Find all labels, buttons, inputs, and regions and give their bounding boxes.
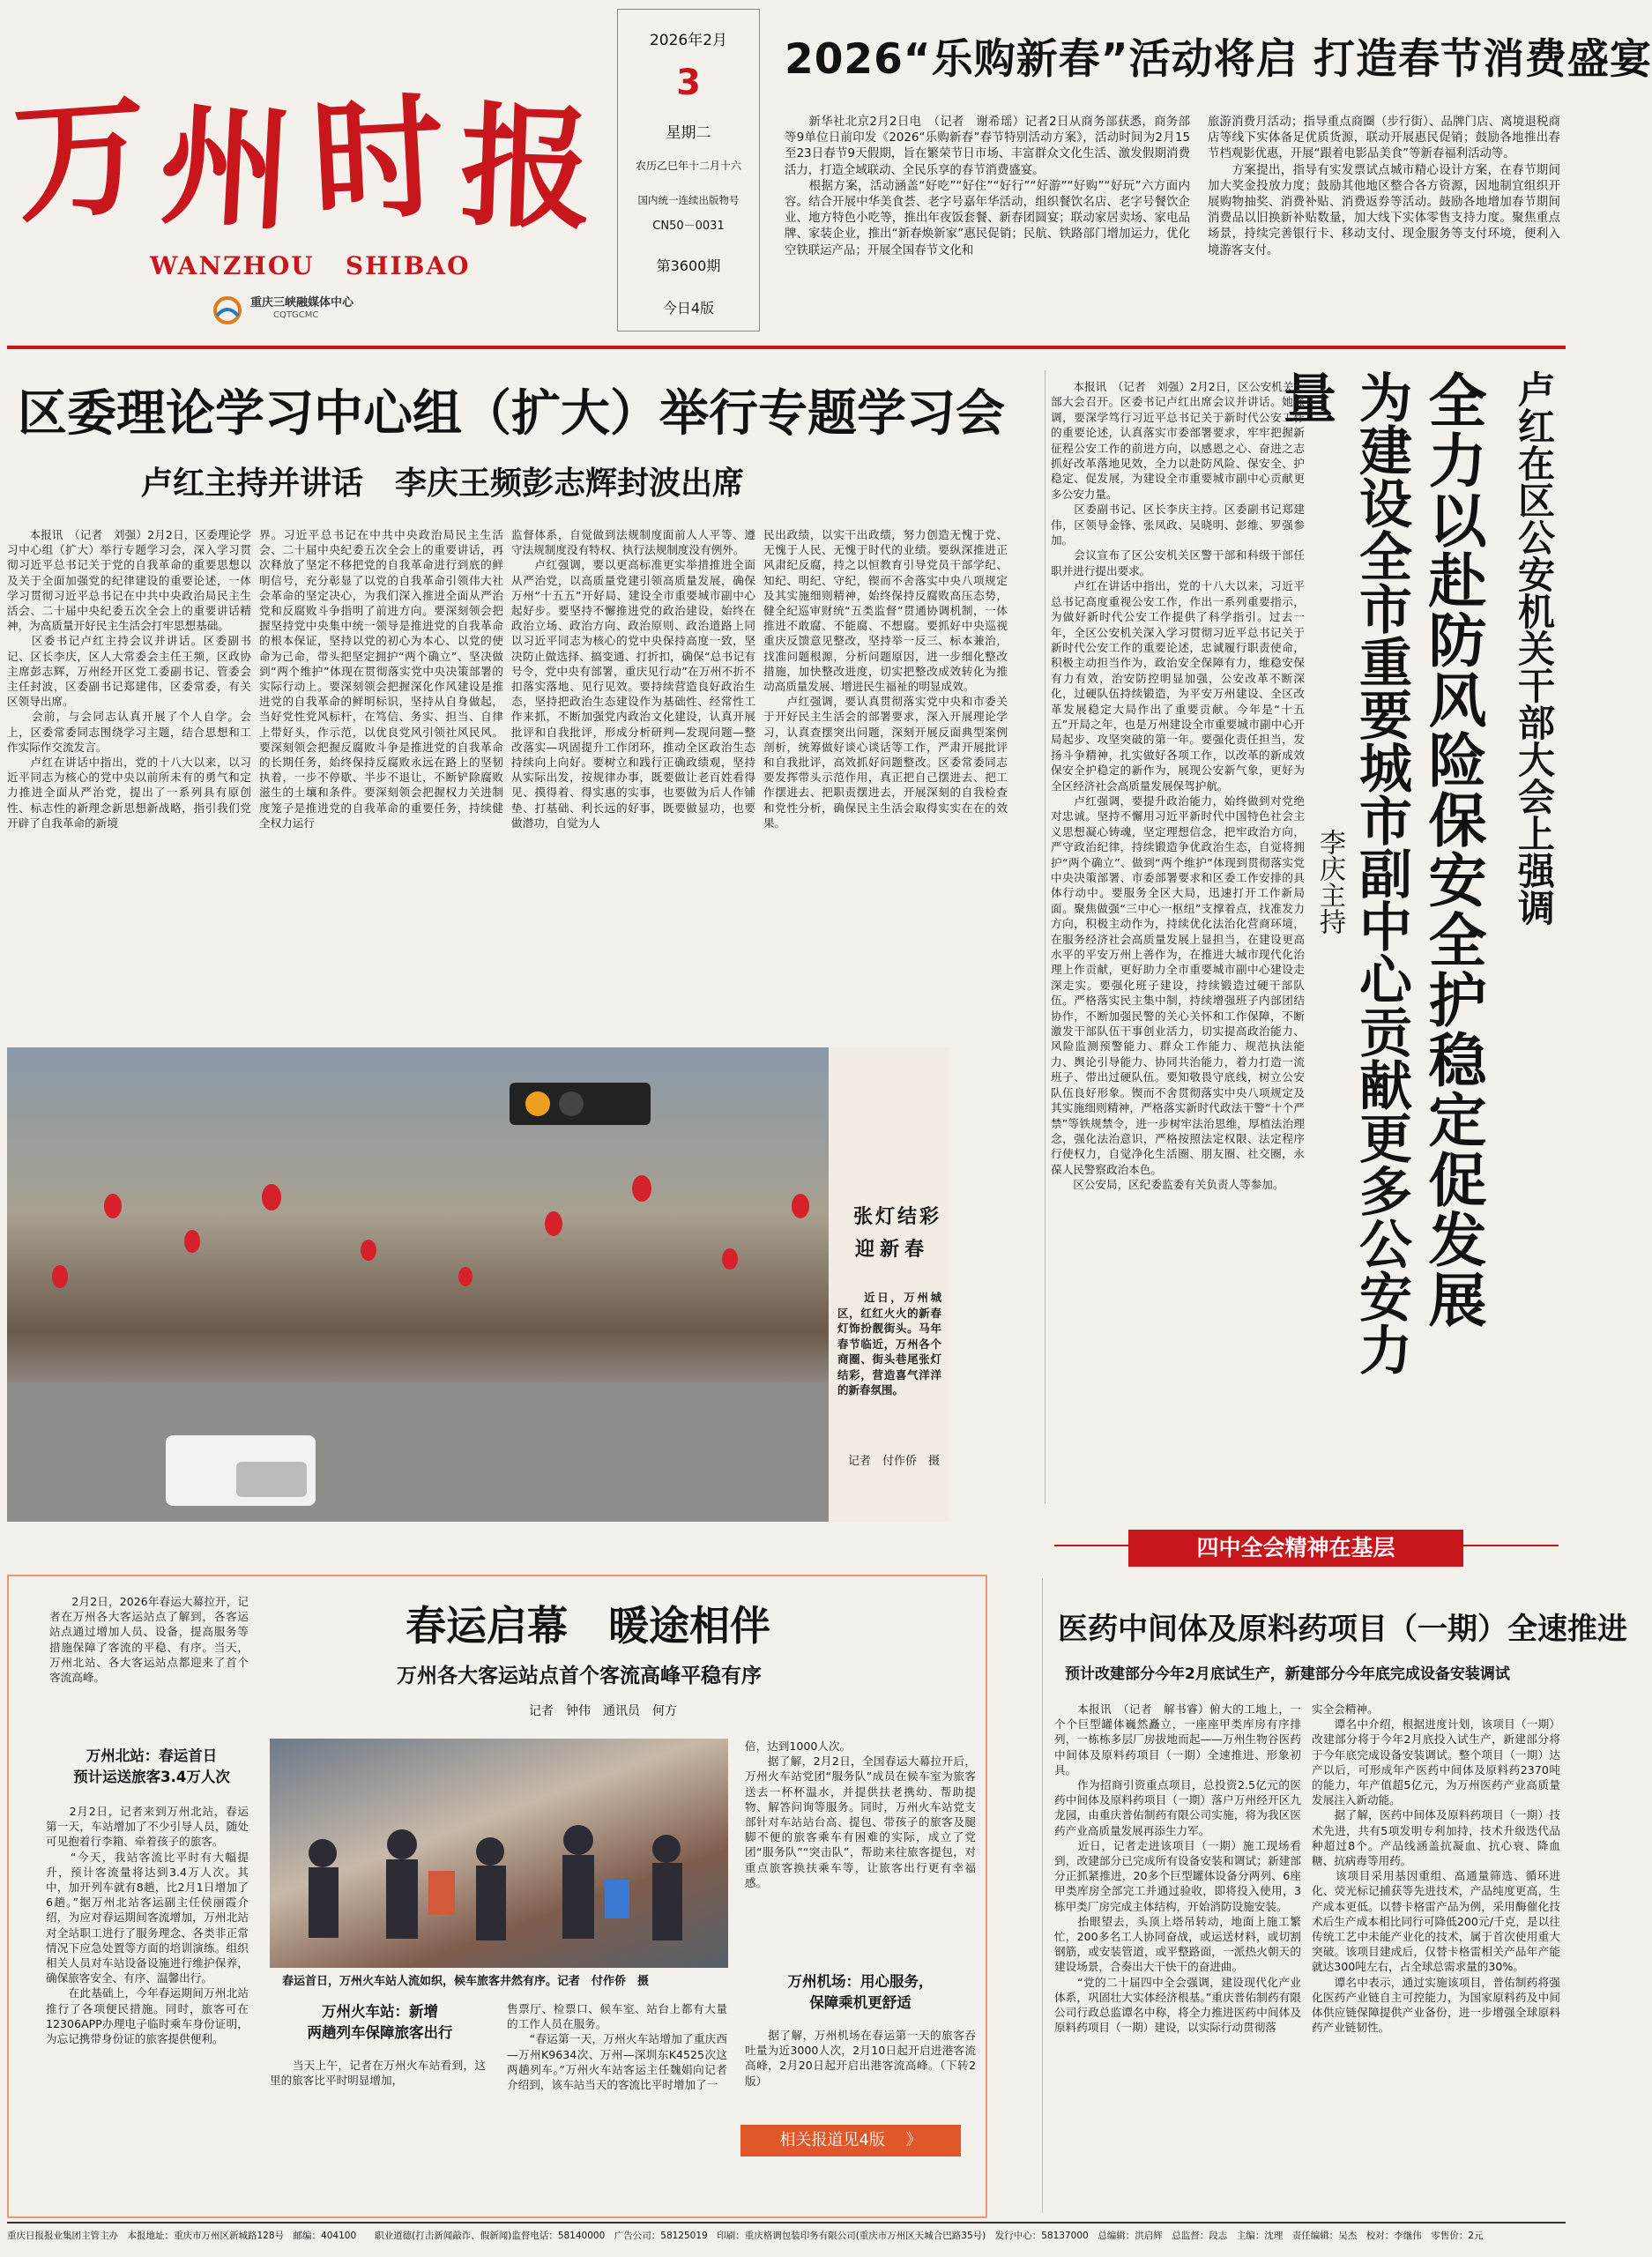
photo-title-1: 张灯结彩 bbox=[853, 1205, 942, 1228]
masthead-logo bbox=[7, 16, 615, 272]
travel-sec1-text: 2月2日，记者来到万州北站，春运第一天，车站增加了不少引导人员，随处可见抱着行李箱、牵着孩子的旅客。 “今天，我站客流比平时有大幅提升，预计客流量将达到3.4万人次。其中，加开列车就有8趟，比2月1日增加了6趟。”据万州北站客运副主任侯丽霞介绍，为应对春运期间客流增加，万州北站对全站职工进行了服务理念、各类非正常情况下应急处置等方面的培训演练。组织相关人员对车站设备设施进行维护保养，确保旅客安全、有序、温馨出行。 在此基础上，今年春运期间万州北站推行了各项便民措施。同时，旅客可在12306APP办理电子临时乘车身份证明，为忘记携带身份证的旅客提供便利。 bbox=[46, 1805, 249, 2046]
svg-text:报: 报 bbox=[458, 88, 596, 249]
pharma-tag-label: 四中全会精神在基层 bbox=[1196, 1535, 1395, 1561]
svg-text:万: 万 bbox=[9, 77, 153, 242]
pharma-section-tag bbox=[1128, 1530, 1463, 1567]
issue-weekday: 星期二 bbox=[666, 124, 711, 142]
crowd-illustration bbox=[270, 1739, 728, 1968]
divider-travel-pharma bbox=[1042, 1578, 1043, 2213]
security-headline-b: 为建设全市重要城市副中心贡献更多公安力量 bbox=[1275, 370, 1412, 1375]
lead-col1: 本报讯 （记者 刘强）2月2日，区委理论学习中心组（扩大）举行专题学习会，深入学习贯彻习近平总书记关于党的自我革命的重要思想以及关于全面加强党的纪律建设的重要论述，一体学习贯彻习近平总书记在中共中央政治局民主生活会、二十届中央纪委五次全会上的重要讲话精神，为高质量开好民主生活会打牢思想基础。 区委书记卢红主持会议并讲话。区委副书记、区长李庆，区人大常委会主任王频，区政协主席彭志辉，万州经开区党工委副书记、管委会主任封波，区委副书记郑建伟，区委常委，有关区领导出席。 会前，与会同志认真开展了个人自学。会上，区委常委同志围绕学习主题，结合思想和工作实际作交流发言。 卢红在讲话中指出，党的十八大以来，以习近平同志为核心的党中央以前所未有的勇气和定力推进全面从严治党，提出了一系列具有原创性、标志性的新理念新思想新战略，指引我们党开辟了自我革命的新境 bbox=[7, 528, 251, 830]
pharma-subhead: 预计改建部分今年2月底试生产，新建部分今年底完成设备安装调试 bbox=[1065, 1665, 1510, 1683]
footer-info: 重庆日报报业集团主管主办 本报地址：重庆市万州区新城路128号 邮编：404100 职业道德(打击新闻敲诈、假新闻)监督电话：58140000 广告公司：58125019 印刷：重庆格调包装印务有限公司(重庆市万州区天城合巴路35号) 发行中心：58137000 总编辑：洪启辉 总监督：段志 主编：沈理 责任编辑：吴杰 校对：李继伟 零售价：2元 bbox=[7, 2231, 1484, 2241]
issue-pages: 今日4版 bbox=[662, 300, 715, 317]
travel-headline: 春运启幕 暖途相伴 bbox=[406, 1602, 770, 1650]
issue-number: 第3600期 bbox=[656, 257, 721, 274]
top-story-headline: 2026“乐购新春”活动将启 打造春节消费盛宴 bbox=[785, 35, 1652, 84]
media-center-en: CQTGCMC bbox=[273, 310, 319, 320]
travel-sec1-title: 万州北站：春运首日 预计运送旅客3.4万人次 bbox=[73, 1747, 230, 1785]
travel-intro: 2月2日，2026年春运大幕拉开，记者在万州各大客运站点了解到，各客运站点通过增加人员、设备，提高服务等措施保障了客流的平稳、有序。当天，万州北站、各大客运站点都迎来了首个客流高峰。 bbox=[49, 1595, 249, 1685]
svg-text:时: 时 bbox=[308, 78, 449, 241]
masthead-pinyin: WANZHOU SHIBAO bbox=[150, 251, 471, 280]
lead-col3: 监督体系，自觉做到法规制度面前人人平等、遵守法规制度没有特权、执行法规制度没有例外。 卢红强调，要以更高标准更实举措推进全面从严治党，以高质量党建引领高质量发展，确保万州“十五五”开好局、建设全市重要城市副中心起好步。要坚持不懈推进党的政治建设，始终在政治立场、政治方向、政治原则、政治道路上同以习近平同志为核心的党中央保持高度一致，坚决防止做选择、搞变通、打折扣，确保“总书记有号令，党中央有部署，重庆见行动”在万州不折不扣落实落地、见行见效。要持续营造良好政治生态，坚持把政治生态建设作为基础性、经常性工作来抓，不断加强党内政治文化建设，认真开展批评和自我批评，形成分析研判—发现问题—整改落实—巩固提升工作闭环，推动全区政治生态持续向上向好。要树立和践行正确政绩观，坚持从实际出发，按规律办事，既要做让老百姓看得见、摸得着、得实惠的实事，也要做为后人作铺垫、打基础、利长远的好事，既要做显功，也要做潜功，自觉为人 bbox=[511, 528, 755, 830]
media-center-icon bbox=[212, 294, 247, 326]
top-story-col2: 旅游消费月活动；指导重点商圈（步行街）、品牌门店、离境退税商店等线下实体备足优质货源，联动开展惠民促销；鼓励各地推出春节档观影优惠，开展“跟着电影品美食”等新春福利活动等。 方案提出，指导有实发票试点城市精心设计方案，在春节期间加大奖金投放力度；鼓励其他地区整合各方资源，因地制宜组织开展购物抽奖、消费补贴、消费返券等活动。鼓励各地增加春节期间消费品以旧换新补贴数量，加大线下实体零售支持力度。聚焦重点场景，持续完善银行卡、移动支付、现金服务等支付环境，便利入境游客支付。 bbox=[1208, 115, 1560, 257]
issue-day: 3 bbox=[676, 63, 701, 103]
divider-lead-security bbox=[1045, 370, 1046, 1503]
lantern-street-illustration bbox=[7, 1047, 949, 1522]
lead-col4: 民出政绩，以实干出政绩，努力创造无愧于党、无愧于人民、无愧于时代的业绩。要纵深推进正风肃纪反腐，持之以恒教育引导党员干部学纪、知纪、明纪、守纪，锲而不舍落实中央八项规定及其实施细则精神，始终保持反腐败高压态势，健全纪巡审财统“五类监督”贯通协调机制，一体推进不敢腐、不能腐、不想腐。要抓好中央巡视重庆反馈意见整改，坚持举一反三、标本兼治，找准问题根源，分析问题原因，进一步细化整改措施，加快整改进度，切实把整改成效转化为推动高质量发展、增进民生福祉的明显成效。 卢红强调，要认真贯彻落实党中央和市委关于开好民主生活会的部署要求，深入开展理论学习，认真查摆突出问题，深刻开展反面典型案例剖析，统筹做好谈心谈话等工作，严肃开展批评和自我批评，高效抓好问题整改。区委常委同志要发挥带头示范作用，真正把自己摆进去、把工作摆进去、把职责摆进去，开展深刻的自我检查和党性分析，确保民主生活会取得实实在在的效果。 bbox=[763, 528, 1008, 830]
issue-cn: CN50－0031 bbox=[652, 220, 725, 233]
travel-sec3-title: 万州机场：用心服务， 保障乘机更舒适 bbox=[787, 1973, 934, 2011]
security-kicker: 卢红在区公安机关干部大会上强调 bbox=[1513, 370, 1556, 926]
lead-col2: 界。习近平总书记在中共中央政治局民主生活会、二十届中央纪委五次全会上的重要讲话，再次释放了坚定不移把党的自我革命进行到底的鲜明信号，充分彰显了以党的自我革命引领伟大社会革命的坚定决心，为我们深入推进全面从严治党和反腐败斗争指明了前进方向。要深刻领会把握坚持党中央集中统一领导是推进党的自我革命的根本保证，坚持以党的初心为本心、以党的使命为己命，带头把坚定拥护“两个确立”、坚决做到“两个维护”体现在贯彻落实党中央决策部署的实际行动上。要深刻领会把握深化作风建设是推进党的自我革命的鲜明标识，坚持从自身做起，当好党性党风标杆，在笃信、务实、担当、自律上带好头，作示范，以优良党风引领社风民风。要深刻领会把握反腐败斗争是推进党的自我革命的长期任务，始终保持反腐败永远在路上的坚韧执着，一步不停歇、半步不退让，不断铲除腐败滋生的土壤和条件。要深刻领会把握权力关进制度笼子是推进党的自我革命的重要任务，持续健全权力运行 bbox=[259, 528, 503, 830]
travel-col-mid: 售票厅、检票口、候车室、站台上都有大量的工作人员在服务。 “春运第一天，万州火车站增加了重庆西—万州K9634次、万州—深圳东K4525次这两趟列车。”万州火车站客运主任魏娟向记者介绍到，该车站当天的客流比平时增加了一 bbox=[507, 2002, 727, 2092]
related-report-label: 相关报道见4版 bbox=[779, 2131, 885, 2149]
lead-subhead: 卢红主持并讲话 李庆王频彭志辉封波出席 bbox=[141, 465, 745, 502]
related-report-button[interactable] bbox=[740, 2125, 961, 2156]
lead-headline: 区委理论学习中心组（扩大）举行专题学习会 bbox=[18, 385, 1005, 443]
media-center-logo bbox=[212, 293, 441, 328]
footer-rule bbox=[7, 2222, 1566, 2223]
photo-caption: 近日，万州城区，红红火火的新春灯饰扮靓街头。马年春节临近，万州各个商圈、街头巷尾张灯结彩，营造喜气洋洋的新春氛围。 bbox=[837, 1291, 941, 1397]
travel-sec2-title: 万州火车站：新增 两趟列车保障旅客出行 bbox=[307, 2003, 453, 2041]
travel-sec3-text: 据了解，万州机场在春运第一天的旅客吞吐量为近3000人次，2月10日起开启进港客流高峰，2月20日起开启出港客流高峰。（下转2版） bbox=[745, 2029, 976, 2088]
pharma-col1: 本报讯 （记者 解书睿）俯大的工地上，一个个巨型罐体巍然矗立，一座座甲类库房有序排列，一栋栋多层厂房拔地而起——万州生物谷医药中间体及原料药项目（一期）全速推进、形象初具。 作为招商引资重点项目，总投资2.5亿元的医药中间体及原料药项目（一期）落户万州经开区九龙园，由重庆普佑制药有限公司实施，将为我区医药产业高质量发展再添生力军。 近日，记者走进该项目（一期）施工现场看到，改建部分已完成所有设备安装和调试；新建部分正抓紧推进，20多个巨型罐体设备分两列、6座甲类库房全部完工并通过验收，即将投入使用，3栋甲类厂房完成主体结构，开始消防设施安装。 抬眼望去，头顶上塔吊转动，地面上施工繁忙，200多名工人协同奋战，或运送材料，或切割钢筋，或安装管道，或平整路面，一派热火朝天的建设场景，合奏出大干快干的奋进曲。 “党的二十届四中全会强调，建设现代化产业体系，巩固壮大实体经济根基。”重庆普佑制药有限公司行政总监谭名中称，将全力推进医药中间体及原料药项目（一期）建设，以实际行动贯彻落 bbox=[1054, 1702, 1301, 2035]
chevron-right-icon: 》 bbox=[889, 2131, 922, 2149]
security-headline-a: 全力以赴防风险保安全护稳定促发展 bbox=[1418, 370, 1486, 1330]
photo-credit: 记者 付作侨 摄 bbox=[848, 1455, 941, 1468]
travel-sec2-text: 当天上午，记者在万州火车站看到，这里的旅客比平时明显增加， bbox=[270, 2059, 486, 2088]
issue-info-box bbox=[617, 9, 760, 331]
issue-cn-label: 国内统一连续出版物号 bbox=[637, 194, 740, 206]
top-story-col1: 新华社北京2月2日电 （记者 谢希瑶）记者2日从商务部获悉，商务部等9单位日前印发《2026“乐购新春”春节特别活动方案》，活动时间为2月15至23日春节9天假期，旨在繁荣节日市场、丰富群众文化生活、激发假期消费活力，打造全域联动、全民乐享的春节消费盛宴。 根据方案，活动涵盖“好吃”“好住”“好行”“好游”“好购”“好玩”六方面内容。结合开展中华美食荟、老字号嘉年华活动，组织餐饮名店、老字号餐饮企业、地方特色小吃等，推出年夜饭套餐、新春团圆宴；联动家居卖场、家电品牌、家装企业，推出“新春焕新家”惠民促销；民航、铁路部门增加运力，优化空铁联运产品；开展全国春节文化和 bbox=[785, 115, 1190, 257]
issue-year-month: 2026年2月 bbox=[649, 32, 728, 49]
train-station-photo bbox=[270, 1739, 728, 1968]
photo-title-2: 迎新春 bbox=[855, 1238, 930, 1261]
photo-caption-panel bbox=[829, 1047, 949, 1522]
travel-col-right: 倍，达到1000人次。 据了解，2月2日，全国春运大幕拉开后，万州火车站党团“服务队”成员在候车室为旅客送去一杯杯温水，并提供扶老携幼、帮助提物、解答问询等服务。同时，万州火车站党支部针对车站站台高、提包、带孩子的旅客及腿脚不便的旅客乘车有困难的实际，成立了党团“服务队”“突击队”，帮助来往旅客提包，对重点旅客换扶乘车等，让旅客出行更有幸福感。 bbox=[745, 1739, 976, 1889]
svg-text:州: 州 bbox=[156, 87, 297, 250]
street-lanterns-photo bbox=[7, 1047, 949, 1522]
security-text: 本报讯 （记者 刘强）2月2日，区公安机关干部大会召开。区委书记卢红出席会议并讲话。她强调，要深学笃行习近平总书记关于新时代公安工作的重要论述，认真落实市委部署要求，牢牢把握新征程公安工作的前进方向，以感恩之心、奋进之志抓好改革落地见效，全力以赴防风险、保安全、护稳定、促发展，为建设全市重要城市副中心贡献更多公安力量。 区委副书记、区长李庆主持。区委副书记郑建伟，区领导金锋、张凤政、吴晓明、彭维、罗强参加。 会议宣布了区公安机关区警干部和科级干部任职并进行提出要求。 卢红在讲话中指出，党的十八大以来，习近平总书记高度重视公安工作，作出一系列重要指示，为做好新时代公安工作提供了科学指引。过去一年，全区公安机关深入学习贯彻习近平总书记关于新时代公安工作的重要论述，忠诚履行职责使命，积极主动担当作为，政治安全保障有力，维稳安保有力有效，治安防控明显加强，公安改革不断深化，过硬队伍持续锻造，为平安万州建设、全区改革发展稳定大局作出了重要贡献。今年是“十五五”开局之年，也是万州建设全市重要城市副中心开局起步、攻坚突破的第一年。要强化责任担当，发扬斗争精神，扎实做好各项工作，以改革的新成效保安全护稳定的新作为，展现公安新气象，更好为全区经济社会高质量发展保驾护航。 卢红强调，要提升政治能力，始终做到对党绝对忠诚。坚持不懈用习近平新时代中国特色社会主义思想凝心铸魂，坚定理想信念，把牢政治方向，严守政治纪律，持续锻造争优政治生态，自觉将拥护“两个确立”、做到“两个维护”体现到贯彻落实党中央决策部署、市委部署要求和区委工作安排的具体行动中。要服务全区大局，迅速打开工作新局面。聚焦做强“三中心一枢纽”支撑着点，找准发力方向，积极主动作为，持续优化法治化营商环境，在服务经济社会高质量发展上显担当，在建设更高水平的平安万州上善作为，在推进大城市现代化治理上作贡献，更好助力全市重要城市副中心建设走深走实。要强化班子建设，持续锻造过硬干部队伍。严格落实民主集中制，持续增强班子内部团结协作，不断加强民警的关心关怀和工作保障，不断激发干部队伍干事创业活力，切实提高政治能力、风险监测预警能力、群众工作能力、规范执法能力、舆论引导能力、协同共治能力，着力打造一流班子、带出过硬队伍。要知敬畏守底线，树立公安队伍良好形象。锲而不舍贯彻落实中央八项规定及其实施细则精神，严格落实新时代政法干警“十个严禁”等铁规禁令，进一步树牢法治思维，厚植法治理念，强化法治意识，严格按照法定权限、法定程序行使权力，自觉净化生活圈、朋友圈、社交圈，永葆人民警察政治本色。 区公安局，区纪委监委有关负责人等参加。 bbox=[1051, 380, 1305, 1192]
issue-lunar: 农历乙巳年十二月十六 bbox=[635, 160, 741, 172]
train-photo-caption: 春运首日，万州火车站人流如织，候车旅客井然有序。记者 付作侨 摄 bbox=[282, 1975, 650, 1988]
pharma-headline: 医药中间体及原料药项目（一期）全速推进 bbox=[1058, 1612, 1627, 1647]
masthead-calligraphy bbox=[7, 16, 615, 272]
travel-subhead: 万州各大客运站点首个客流高峰平稳有序 bbox=[397, 1664, 762, 1687]
media-center-name: 重庆三峡融媒体中心 bbox=[250, 296, 354, 309]
masthead-divider bbox=[7, 346, 1566, 349]
security-attend: 李庆主持 bbox=[1314, 829, 1345, 935]
pharma-col2: 实全会精神。 谭名中介绍，根据进度计划，该项目（一期）改建部分将于今年2月底投入试生产，新建部分将于今年底完成设备安装调试。整个项目（一期）达产以后，可形成年产医药中间体及原料药2370吨的能力，年产值超5亿元，为万州医药产业高质量发展注入新动能。 据了解，医药中间体及原料药项目（一期）技术先进，共有5项发明专利加持，技术升级迭代品种超过8个。产品线涵盖抗凝血、抗心衰、降血糖、抗病毒等用药。 该项目采用基因重组、高通量筛选、循环进化、荧光标记捕获等先进技术，产品纯度更高，生产成本更低。以替卡格雷产品为例，采用酶催化技术后生产成本相比同行可降低200元/千克，是以往传统工艺中未能产业化的技术，属于首次使用重大突破。该项目建成后，仅替卡格雷相关产品年产能就达300吨左右，占全球总需求量的30%。 谭名中表示，通过实施该项目，普佑制药将强化医药产业链自主可控能力，为国家原料药及中间体供应链保障提供产业备份，进一步增强全球原料药产业链韧性。 bbox=[1312, 1702, 1560, 2035]
travel-byline: 记者 钟伟 通讯员 何方 bbox=[529, 1704, 677, 1718]
